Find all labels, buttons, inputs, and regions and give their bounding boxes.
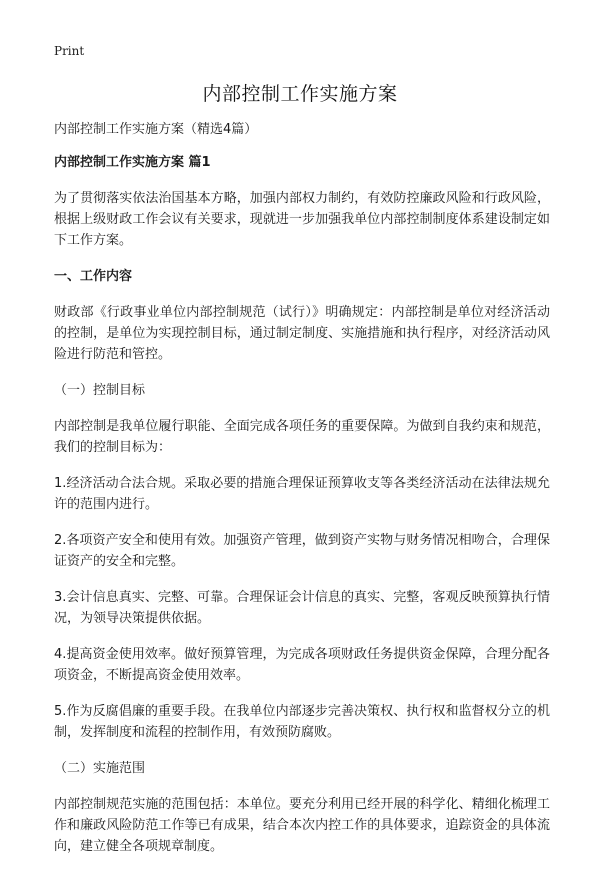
- paragraph-goals-intro: 内部控制是我单位履行职能、全面完成各项任务的重要保障。为做到自我约束和规范，我们的控制目标为：: [54, 419, 550, 455]
- list-item-goal-3: 3.会计信息真实、完整、可靠。合理保证会计信息的真实、完整，客观反映预算执行情况，为领导决策提供依据。: [54, 590, 550, 626]
- list-item-goal-1: 1.经济活动合法合规。采取必要的措施合理保证预算收支等各类经济活动在法律法规允许的范围内进行。: [54, 476, 550, 512]
- intro-paragraph: 为了贯彻落实依法治国基本方略，加强内部权力制约，有效防控廉政风险和行政风险，根据上级财政工作会议有关要求，现就进一步加强我单位内部控制制度体系建设制定如下工作方案。: [54, 191, 550, 248]
- paragraph-definition: 财政部《行政事业单位内部控制规范（试行）》明确规定：内部控制是单位对经济活动的控制，是单位为实现控制目标，通过制定制度、实施措施和执行程序，对经济活动风险进行防范和管控。: [54, 305, 550, 362]
- heading-work-content: 一、工作内容: [54, 269, 133, 284]
- document-subtitle: 内部控制工作实施方案（精选4篇）: [54, 122, 258, 137]
- list-item-goal-2: 2.各项资产安全和使用有效。加强资产管理，做到资产实物与财务情况相吻合，合理保证资产的安全和完整。: [54, 533, 550, 569]
- paragraph-scope: 内部控制规范实施的范围包括：本单位。要充分利用已经开展的科学化、精细化梳理工作和廉政风险防范工作等已有成果，结合本次内控工作的具体要求，追踪资金的具体流向，建立健全各项规章制度。: [54, 797, 550, 854]
- sub-heading-control-goals: （一）控制目标: [54, 383, 146, 398]
- list-item-goal-5: 5.作为反腐倡廉的重要手段。在我单位内部逐步完善决策权、执行权和监督权分立的机制，发挥制度和流程的控制作用，有效预防腐败。: [54, 704, 550, 740]
- document-title: 内部控制工作实施方案: [202, 83, 398, 105]
- list-item-goal-4: 4.提高资金使用效率。做好预算管理，为完成各项财政任务提供资金保障，合理分配各项资金，不断提高资金使用效率。: [54, 647, 550, 683]
- section-title: 内部控制工作实施方案 篇1: [54, 155, 211, 170]
- document-body: [54, 119, 550, 872]
- sub-heading-scope: （二）实施范围: [54, 761, 146, 776]
- print-link[interactable]: Print: [54, 44, 85, 58]
